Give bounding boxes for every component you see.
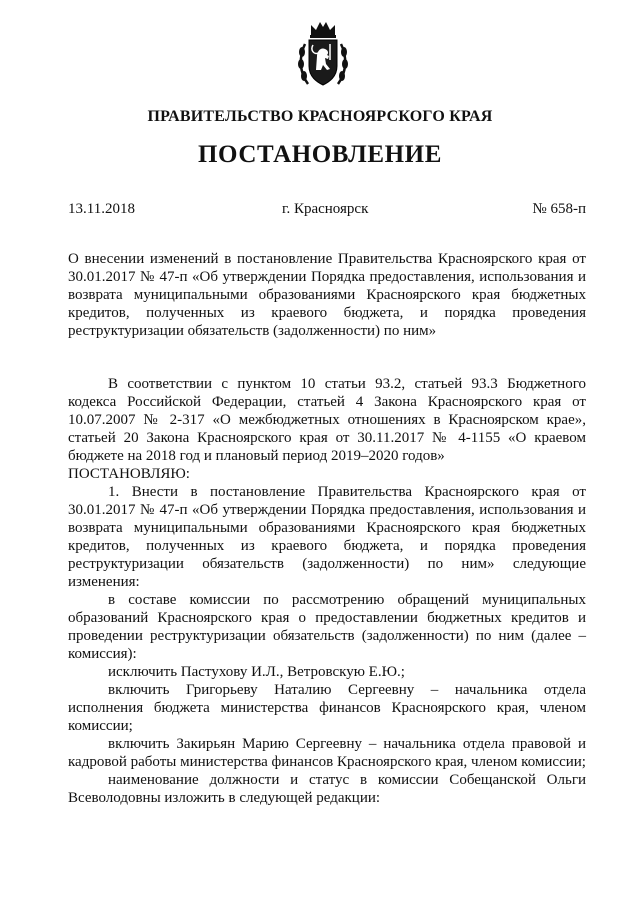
body-paragraph: в составе комиссии по рассмотрению обращений муниципальных образований Красноярского края о предоставлении бюджетных кредитов и проведении реструктуризации обязательств (задолженности) по ним (далее – комиссия): xyxy=(68,592,586,662)
coat-of-arms-icon xyxy=(296,20,350,90)
document-number: № 658-п xyxy=(532,201,586,217)
body-paragraph: включить Закирьян Марию Сергеевну – начальника отдела правовой и кадровой работы министерства финансов Красноярского края, членом комиссии; xyxy=(68,736,586,770)
resolve-heading: ПОСТАНОВЛЯЮ: xyxy=(68,466,190,482)
preamble-paragraph: В соответствии с пунктом 10 статьи 93.2, статьей 93.3 Бюджетного кодекса Российской Федерации, статьей 4 Закона Красноярского края от 10.07.2007 № 2-317 «О межбюджетных отношениях в Красноярском крае», статьей 20 Закона Красноярского края от 30.11.2017 № 4-1155 «О краевом бюджете на 2018 год и плановый период 2019–2020 годов» xyxy=(68,376,586,464)
document-type: ПОСТАНОВЛЕНИЕ xyxy=(197,141,443,168)
document-date: 13.11.2018 xyxy=(68,201,135,217)
document-city: г. Красноярск xyxy=(282,201,369,217)
body-paragraph: наименование должности и статус в комиссии Собещанской Ольги Всеволодовны изложить в следующей редакции: xyxy=(68,772,586,806)
body-paragraph: исключить Пастухову И.Л., Ветровскую Е.Ю.; xyxy=(108,664,405,680)
document-title: О внесении изменений в постановление Правительства Красноярского края от 30.01.2017 № 47-п «Об утверждении Порядка предоставления, использования и возврата муниципальными образованиями Красноярского края бюджетных кредитов, полученных из краевого бюджета, и порядка проведения реструктуризации обязательств (задолженности) по ним» xyxy=(68,251,586,339)
document-body xyxy=(68,375,586,807)
organization-name: ПРАВИТЕЛЬСТВО КРАСНОЯРСКОГО КРАЯ xyxy=(147,108,493,125)
body-paragraph: включить Григорьеву Наталию Сергеевну – начальника отдела исполнения бюджета министерства финансов Красноярского края, членом комиссии; xyxy=(68,682,586,734)
body-paragraph: 1. Внести в постановление Правительства Красноярского края от 30.01.2017 № 47-п «Об утверждении Порядка предоставления, использования и возврата муниципальными образованиями Красноярского края бюджетных кредитов, полученных из краевого бюджета, и порядка проведения реструктуризации обязательств (задолженности) по ним» следующие изменения: xyxy=(68,484,586,590)
